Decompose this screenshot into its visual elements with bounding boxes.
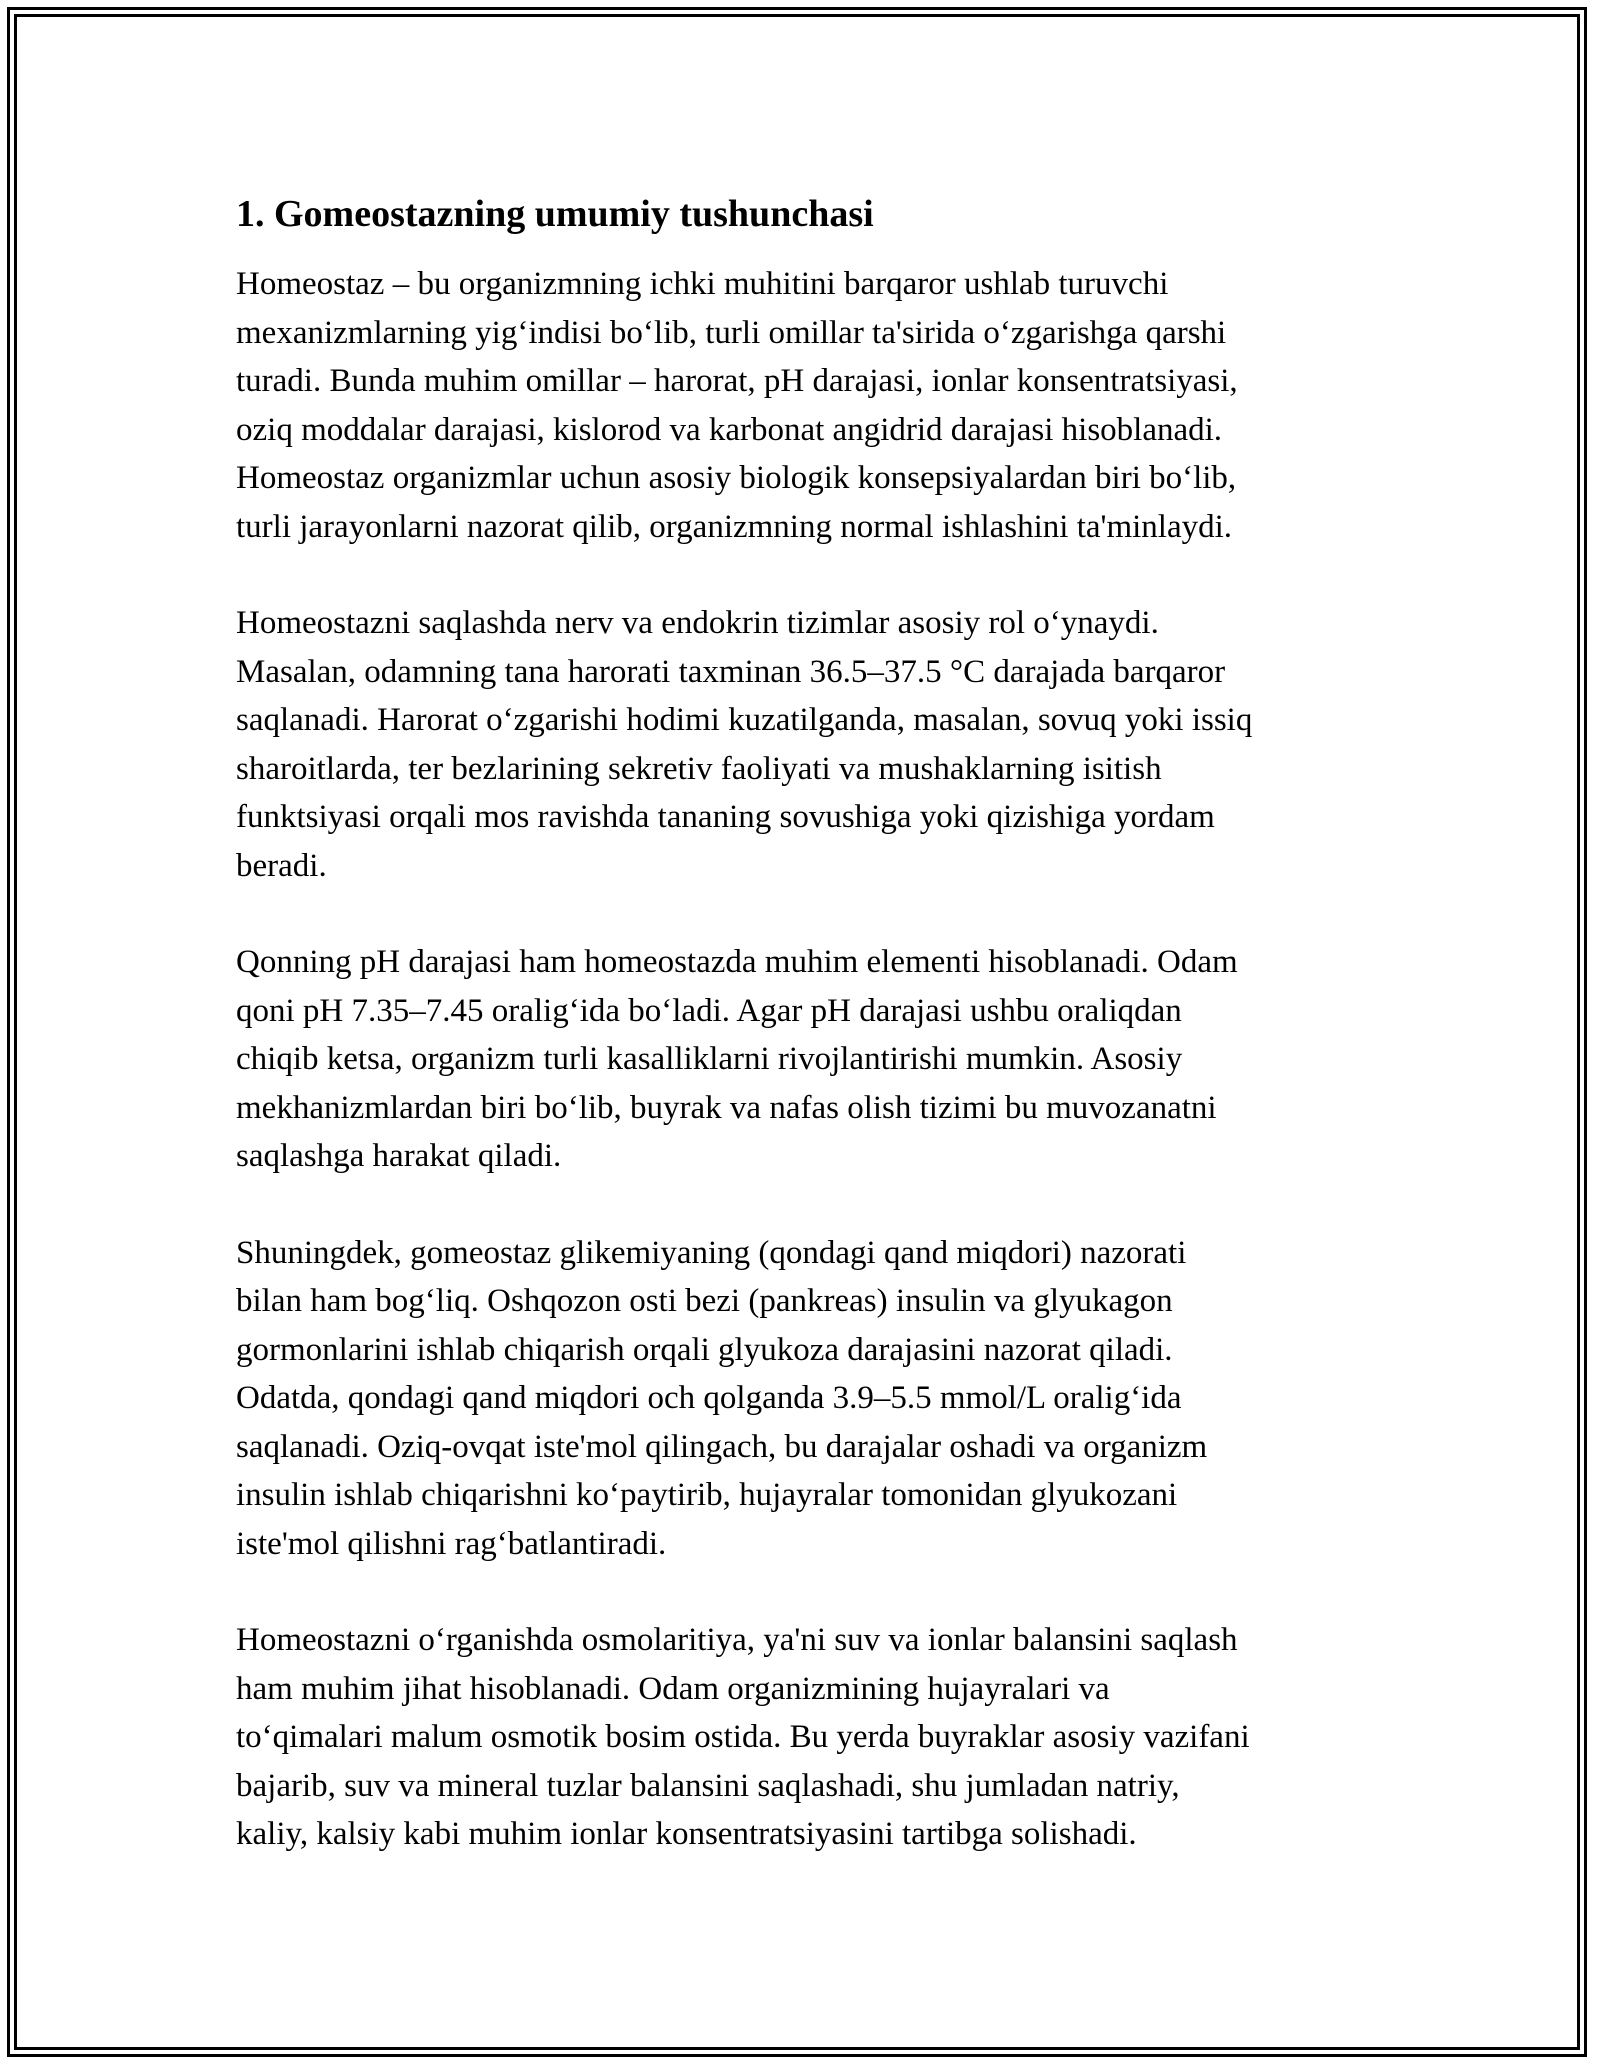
text-line: Homeostazni o‘rganishda osmolaritiya, ya'ni suv va ionlar balansini saqlash bbox=[236, 1622, 1238, 1658]
text-line: Homeostazni saqlashda nerv va endokrin tizimlar asosiy rol o‘ynaydi. bbox=[236, 605, 1159, 641]
text-line: mekhanizmlardan biri bo‘lib, buyrak va nafas olish tizimi bu muvozanatni bbox=[236, 1089, 1217, 1126]
text-line: sharoitlarda, ter bezlarining sekretiv faoliyati va mushaklarning isitish bbox=[236, 750, 1162, 787]
text-line: saqlashga harakat qiladi. bbox=[236, 1138, 562, 1174]
text-line: to‘qimalari malum osmotik bosim ostida. Bu yerda buyraklar asosiy vazifani bbox=[236, 1719, 1250, 1755]
text-line: Qonning pH darajasi ham homeostazda muhim elementi hisoblanadi. Odam bbox=[236, 944, 1238, 980]
paragraph-body-temperature bbox=[236, 599, 1366, 890]
text-line: saqlanadi. Oziq-ovqat iste'mol qilingach, bu darajalar oshadi va organizm bbox=[236, 1428, 1208, 1465]
text-line: mexanizmlarning yig‘indisi bo‘lib, turli omillar ta'sirida o‘zgarishga qarshi bbox=[236, 314, 1227, 351]
text-line: saqlanadi. Harorat o‘zgarishi hodimi kuzatilganda, masalan, sovuq yoki issiq bbox=[236, 702, 1253, 738]
text-line: Homeostaz – bu organizmning ichki muhitini barqaror ushlab turuvchi bbox=[236, 266, 1169, 302]
paragraph-osmolarity bbox=[236, 1616, 1366, 1859]
document-body bbox=[236, 190, 1366, 1907]
text-line: Homeostaz organizmlar uchun asosiy biologik konsepsiyalardan biri bo‘lib, bbox=[236, 460, 1237, 496]
text-line: funktsiyasi orqali mos ravishda tananing sovushiga yoki qizishiga yordam bbox=[236, 799, 1215, 835]
text-line: Masalan, odamning tana harorati taxminan 36.5–37.5 °C darajada barqaror bbox=[236, 653, 1226, 690]
text-line: turadi. Bunda muhim omillar – harorat, pH darajasi, ionlar konsentratsiyasi, bbox=[236, 363, 1238, 399]
text-line: qoni pH 7.35–7.45 oralig‘ida bo‘ladi. Agar pH darajasi ushbu oraliqdan bbox=[236, 992, 1182, 1029]
text-line: turli jarayonlarni nazorat qilib, organizmning normal ishlashini ta'minlaydi. bbox=[236, 508, 1233, 545]
text-line: kaliy, kalsiy kabi muhim ionlar konsentratsiyasini tartibga solishadi. bbox=[236, 1816, 1137, 1852]
text-line: iste'mol qilishni rag‘batlantiradi. bbox=[236, 1525, 667, 1562]
text-line: beradi. bbox=[236, 847, 327, 884]
text-line: oziq moddalar darajasi, kislorod va karbonat angidrid darajasi hisoblanadi. bbox=[236, 411, 1223, 448]
text-line: bilan ham bog‘liq. Oshqozon osti bezi (pankreas) insulin va glyukagon bbox=[236, 1283, 1173, 1319]
text-line: Shuningdek, gomeostaz glikemiyaning (qondagi qand miqdori) nazorati bbox=[236, 1234, 1187, 1271]
text-line: bajarib, suv va mineral tuzlar balansini saqlashadi, shu jumladan natriy, bbox=[236, 1767, 1180, 1804]
paragraph-blood-ph bbox=[236, 938, 1366, 1181]
section-title: 1. Gomeostazning umumiy tushunchasi bbox=[236, 193, 874, 235]
text-line: gormonlarini ishlab chiqarish orqali glyukoza darajasini nazorat qiladi. bbox=[236, 1331, 1173, 1368]
paragraph-homeostasis-definition bbox=[236, 260, 1366, 551]
text-line: insulin ishlab chiqarishni ko‘paytirib, hujayralar tomonidan glyukozani bbox=[236, 1477, 1178, 1513]
text-line: ham muhim jihat hisoblanadi. Odam organizmining hujayralari va bbox=[236, 1670, 1110, 1707]
text-line: chiqib ketsa, organizm turli kasalliklarni rivojlantirishi mumkin. Asosiy bbox=[236, 1041, 1183, 1077]
paragraph-glycemia bbox=[236, 1229, 1366, 1569]
text-line: Odatda, qondagi qand miqdori och qolganda 3.9–5.5 mmol/L oralig‘ida bbox=[236, 1380, 1182, 1416]
